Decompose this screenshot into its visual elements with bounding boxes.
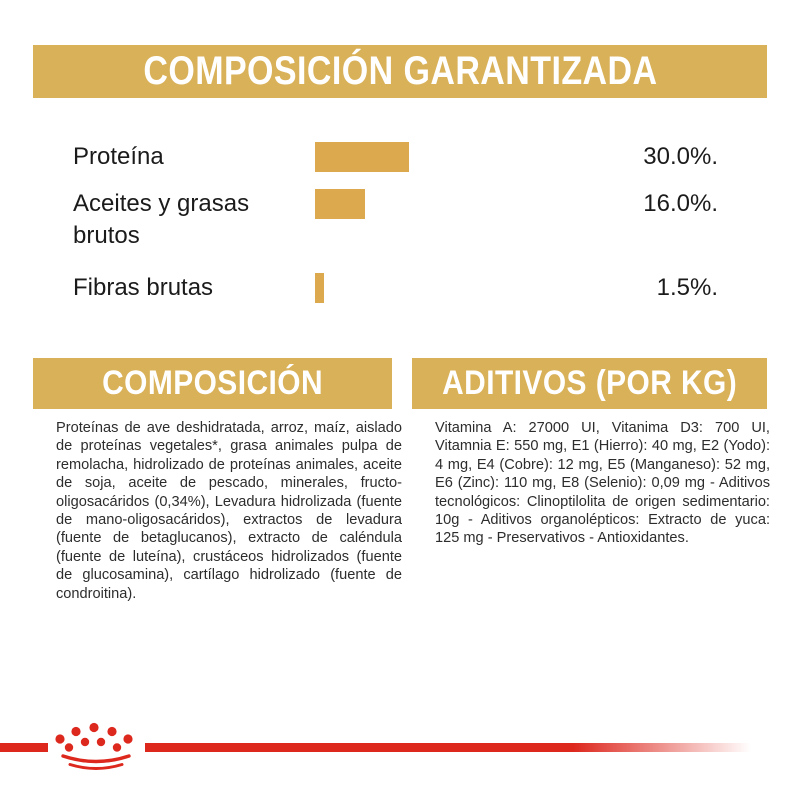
additives-header <box>412 358 767 409</box>
nutrient-value-fats: 16.0%. <box>643 190 718 217</box>
footer-accent-line-right <box>145 743 757 752</box>
nutrient-value-protein: 30.0%. <box>643 143 718 170</box>
nutrient-label-protein: Proteína <box>73 143 164 170</box>
additives-title: ADITIVOS (POR KG) <box>441 364 738 402</box>
nutrient-label-fats: Aceites y grasas brutos <box>73 190 250 249</box>
protein-bar <box>315 142 409 172</box>
guaranteed-composition-title: COMPOSICIÓN GARANTIZADA <box>142 49 658 93</box>
nutrient-row-fats <box>0 189 800 253</box>
nutrient-row-fiber <box>0 273 800 337</box>
composition-header <box>33 358 392 409</box>
royal-canin-crown-icon <box>52 720 140 778</box>
guaranteed-composition-header <box>33 45 767 98</box>
footer-accent-line-left <box>0 743 48 752</box>
nutrient-label-fiber: Fibras brutas <box>73 274 214 301</box>
composition-title: COMPOSICIÓN <box>102 364 323 402</box>
composition-ingredients-text: Proteínas de ave deshidratada, arroz, maíz, aislado de proteínas vegetales*, grasa animales pulpa de remolacha, hidrolizado de proteínas animales, aceite de soja, aceite de pescado, minerales, fructo-oligosacáridos (0,34%), Levadura hidrolizada (fuente de mano-oligosacáridos), extractos de levadura (fuente de betaglucanos), extracto de caléndula (fuente de luteína), crustáceos hidrolizados (fuente de glucosamina), cartílago hidrolizado (fuente de condroitina). <box>56 420 402 602</box>
additives-text: Vitamina A: 27000 UI, Vitanima D3: 700 UI, Vitamnia E: 550 mg, E1 (Hierro): 40 mg, E2 (Yodo): 4 mg, E4 (Cobre): 12 mg, E5 (Manganeso): 52 mg, E6 (Zinc): 110 mg, E8 (Selenio): 0,09 mg - Aditivos tecnológicos: Clinoptilolita de origen sedimentario: 10g - Aditivos organolépticos: Extracto de yuca: 125 mg - Preservativos - Antioxidantes. <box>435 420 770 547</box>
fiber-bar <box>315 273 324 303</box>
nutrient-value-fiber: 1.5%. <box>656 274 718 301</box>
fats-bar <box>315 189 365 219</box>
